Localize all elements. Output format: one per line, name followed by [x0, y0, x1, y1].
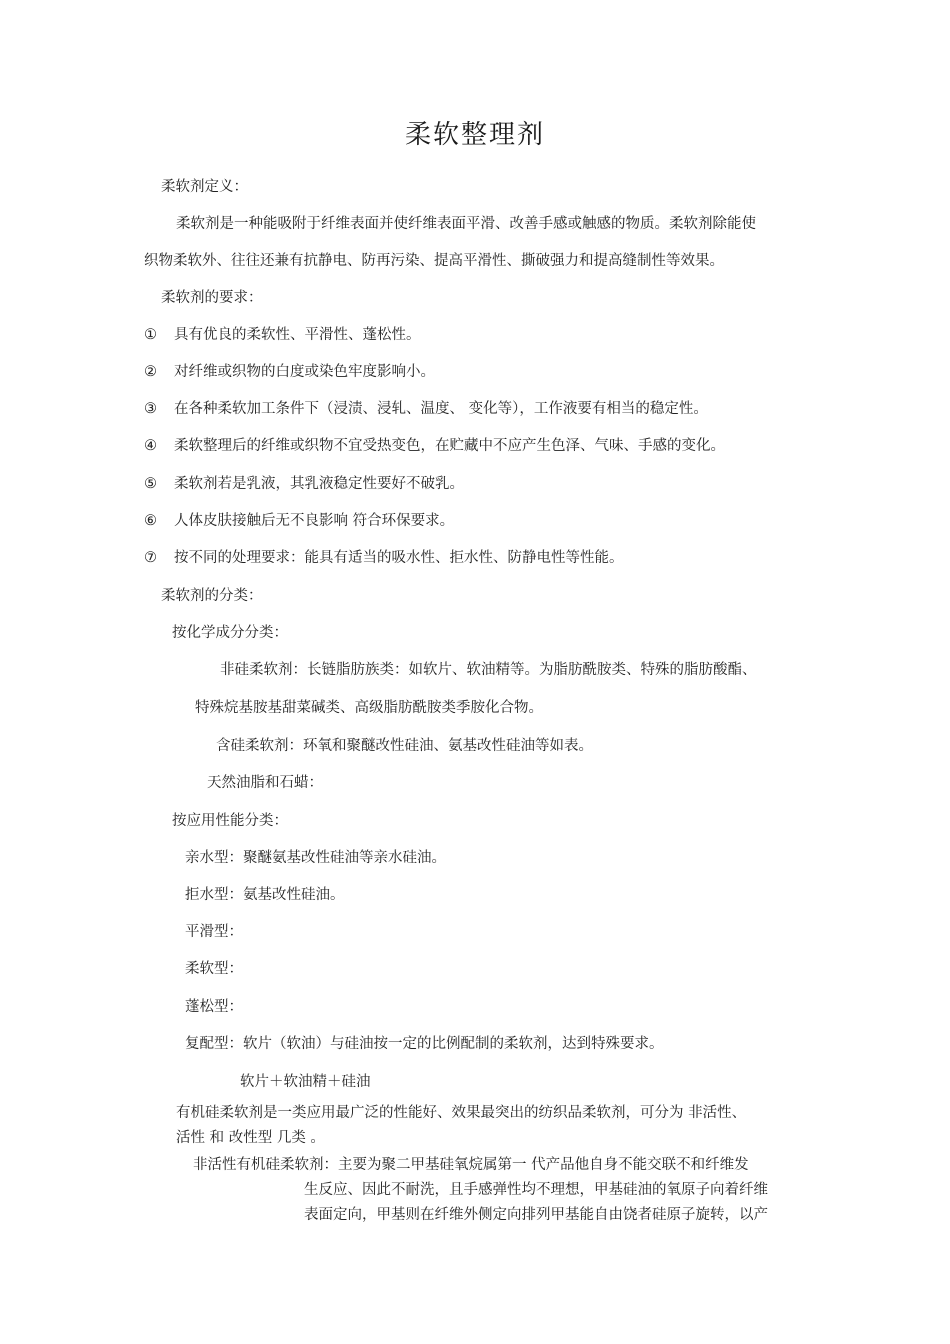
application-type-item: 拒水型：氨基改性硅油。 — [185, 887, 345, 903]
application-type-item: 复配型：软片（软油）与硅油按一定的比例配制的柔软剂，达到特殊要求。 — [185, 1036, 664, 1052]
requirement-item — [144, 325, 421, 345]
application-type-item: 柔软型： — [185, 961, 243, 977]
inactive-silicone-line-3: 表面定向，甲基则在纤维外侧定向排列甲基能自由饶者硅原子旋转，以产 — [304, 1207, 768, 1223]
requirement-item — [144, 548, 624, 568]
definition-heading: 柔软剂定义： — [161, 179, 248, 195]
requirement-number: ⑥ — [144, 513, 157, 529]
non-silicone-line-2: 特殊烷基胺基甜菜碱类、高级脂肪酰胺类季胺化合物。 — [195, 700, 543, 716]
inactive-silicone-line-1: 非活性有机硅柔软剂：主要为聚二甲基硅氧烷属第一 代产品他自身不能交联不和纤维发 — [193, 1157, 749, 1173]
requirement-number: ② — [144, 364, 157, 380]
requirement-text: 按不同的处理要求：能具有适当的吸水性、拒水性、防静电性等性能。 — [174, 550, 624, 566]
application-type-item: 蓬松型： — [185, 999, 243, 1015]
definition-paragraph-line-2: 织物柔软外、往往还兼有抗静电、防再污染、提高平滑性、撕破强力和提高缝制性等效果。 — [144, 253, 724, 269]
classification-heading: 柔软剂的分类： — [161, 588, 263, 604]
requirement-number: ⑦ — [144, 550, 157, 566]
inactive-silicone-line-2: 生反应、因此不耐洗，且手感弹性均不理想，甲基硅油的氧原子向着纤维 — [304, 1182, 768, 1198]
application-type-item: 亲水型：聚醚氨基改性硅油等亲水硅油。 — [185, 850, 446, 866]
requirement-number: ⑤ — [144, 476, 157, 492]
non-silicone-line-1: 非硅柔软剂：长链脂肪族类：如软片、软油精等。为脂肪酰胺类、特殊的脂肪酸酯、 — [220, 662, 757, 678]
requirement-text: 人体皮肤接触后无不良影响 符合环保要求。 — [174, 513, 455, 529]
requirement-item — [144, 399, 708, 419]
requirement-item — [144, 474, 464, 494]
requirement-text: 在各种柔软加工条件下（浸渍、浸轧、温度、 变化等），工作液要有相当的稳定性。 — [174, 401, 708, 417]
requirement-item — [144, 511, 454, 531]
requirement-item — [144, 362, 435, 382]
formula-line: 软片＋软油精＋硅油 — [240, 1074, 371, 1090]
requirement-text: 柔软剂若是乳液，其乳液稳定性要好不破乳。 — [174, 476, 464, 492]
requirement-number: ③ — [144, 401, 157, 417]
requirement-number: ① — [144, 327, 157, 343]
requirement-text: 具有优良的柔软性、平滑性、蓬松性。 — [174, 327, 421, 343]
requirement-text: 对纤维或织物的白度或染色牢度影响小。 — [174, 364, 435, 380]
chemical-classification-heading: 按化学成分分类： — [172, 625, 288, 641]
definition-paragraph-line-1: 柔软剂是一种能吸附于纤维表面并使纤维表面平滑、改善手感或触感的物质。柔软剂除能使 — [176, 216, 756, 232]
organosilicon-line-1: 有机硅柔软剂是一类应用最广泛的性能好、效果最突出的纺织品柔软剂，可分为 非活性、 — [176, 1105, 747, 1121]
natural-oils: 天然油脂和石蜡： — [207, 775, 323, 791]
requirements-heading: 柔软剂的要求： — [161, 290, 263, 306]
organosilicon-line-2: 活性 和 改性型 几类 。 — [176, 1130, 325, 1146]
requirement-number: ④ — [144, 438, 157, 454]
page-title: 柔软整理剂 — [404, 120, 545, 150]
requirement-item — [144, 436, 725, 456]
requirement-text: 柔软整理后的纤维或织物不宜受热变色，在贮藏中不应产生色泽、气味、手感的变化。 — [174, 438, 725, 454]
application-classification-heading: 按应用性能分类： — [172, 813, 288, 829]
application-type-item: 平滑型： — [185, 924, 243, 940]
silicone-softener: 含硅柔软剂：环氧和聚醚改性硅油、氨基改性硅油等如表。 — [216, 738, 593, 754]
